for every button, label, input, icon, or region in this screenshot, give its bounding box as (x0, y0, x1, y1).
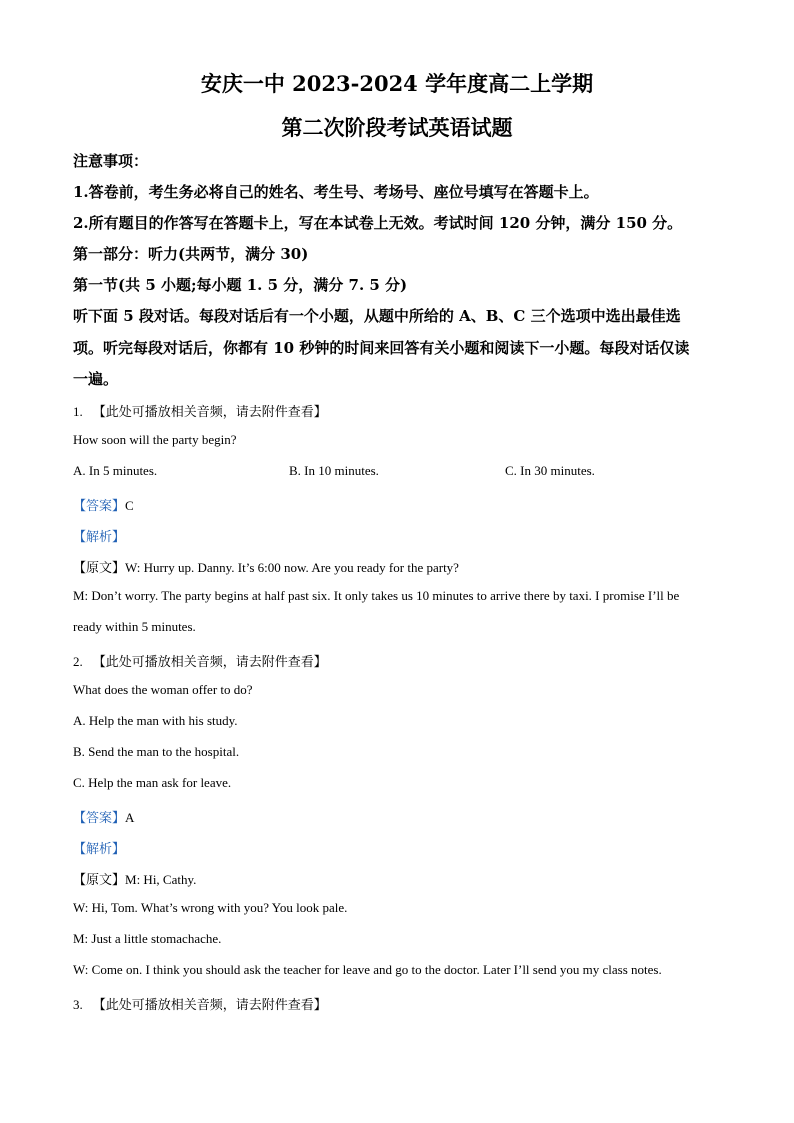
q2-script-line-4: W: Come on. I think you should ask the teacher for leave and go to the doctor. Later I’ll send you my class notes. (73, 962, 662, 977)
q2-option-a: A. Help the man with his study. (73, 713, 238, 728)
notice-heading: 注意事项： (73, 152, 149, 170)
q2-script-line-1 (73, 869, 196, 889)
q1-script-line-3: ready within 5 minutes. (73, 619, 196, 634)
q3-number: 3. (73, 997, 83, 1012)
q2-option-c: C. Help the man ask for leave. (73, 775, 232, 790)
q1-audio-note: 【此处可播放相关音频，请去附件查看】 (92, 405, 327, 420)
instruction-line-2: 项。听完每段对话后，你都有 10 秒钟的时间来回答有关小题和阅读下一小题。每段对话仅读 (73, 339, 690, 357)
q2-answer-label: 【答案】 (73, 811, 126, 826)
part1-heading: 第一部分：听力(共两节，满分 30) (73, 245, 309, 263)
q1-script-line-2: M: Don’t worry. The party begins at half past six. It only takes us 10 minutes to arrive there by taxi. I promise I’ll be (73, 588, 680, 603)
notice-item-1: 1.答卷前，考生务必将自己的姓名、考生号、考场号、座位号填写在答题卡上。 (73, 183, 599, 201)
q1-option-b: B. In 10 minutes. (289, 463, 379, 478)
q2-number: 2. (73, 654, 83, 669)
q1-option-a: A. In 5 minutes. (73, 463, 158, 478)
section1-heading: 第一节(共 5 小题;每小题 1. 5 分，满分 7. 5 分) (73, 276, 408, 294)
q3-header (73, 994, 327, 1014)
notice-item-2: 2.所有题目的作答写在答题卡上，写在本试卷上无效。考试时间 120 分钟，满分 150 分。 (73, 214, 683, 232)
q2-answer-value: A (125, 810, 135, 825)
q2-original-label: 【原文】 (73, 873, 126, 888)
q2-analysis-label: 【解析】 (73, 842, 126, 857)
q1-original-label: 【原文】 (73, 561, 126, 576)
q2-script-line-3: M: Just a little stomachache. (73, 931, 222, 946)
q2-answer (73, 807, 134, 827)
q1-script-text-1: W: Hurry up. Danny. It’s 6:00 now. Are you ready for the party? (125, 560, 459, 575)
q2-question: What does the woman offer to do? (73, 682, 253, 697)
exam-title-line2: 第二次阶段考试英语试题 (281, 115, 513, 140)
q2-script-text-1: M: Hi, Cathy. (125, 872, 197, 887)
q2-header (73, 651, 327, 671)
q2-audio-note: 【此处可播放相关音频，请去附件查看】 (92, 655, 327, 670)
q2-option-b: B. Send the man to the hospital. (73, 744, 240, 759)
q1-analysis-label: 【解析】 (73, 530, 126, 545)
q1-answer-value: C (125, 498, 134, 513)
q1-answer (73, 495, 134, 515)
q1-option-c: C. In 30 minutes. (505, 463, 595, 478)
exam-title-line1: 安庆一中 2023-2024 学年度高二上学期 (200, 71, 594, 96)
instruction-line-3: 一遍。 (73, 370, 119, 388)
q1-answer-label: 【答案】 (73, 499, 126, 514)
q3-audio-note: 【此处可播放相关音频，请去附件查看】 (92, 998, 327, 1013)
q2-script-line-2: W: Hi, Tom. What’s wrong with you? You look pale. (73, 900, 348, 915)
q1-question: How soon will the party begin? (73, 432, 237, 447)
instruction-line-1: 听下面 5 段对话。每段对话后有一个小题，从题中所给的 A、B、C 三个选项中选出最佳选 (73, 307, 681, 325)
q1-script-line-1 (73, 557, 459, 577)
q1-header (73, 401, 327, 421)
q1-number: 1. (73, 404, 83, 419)
